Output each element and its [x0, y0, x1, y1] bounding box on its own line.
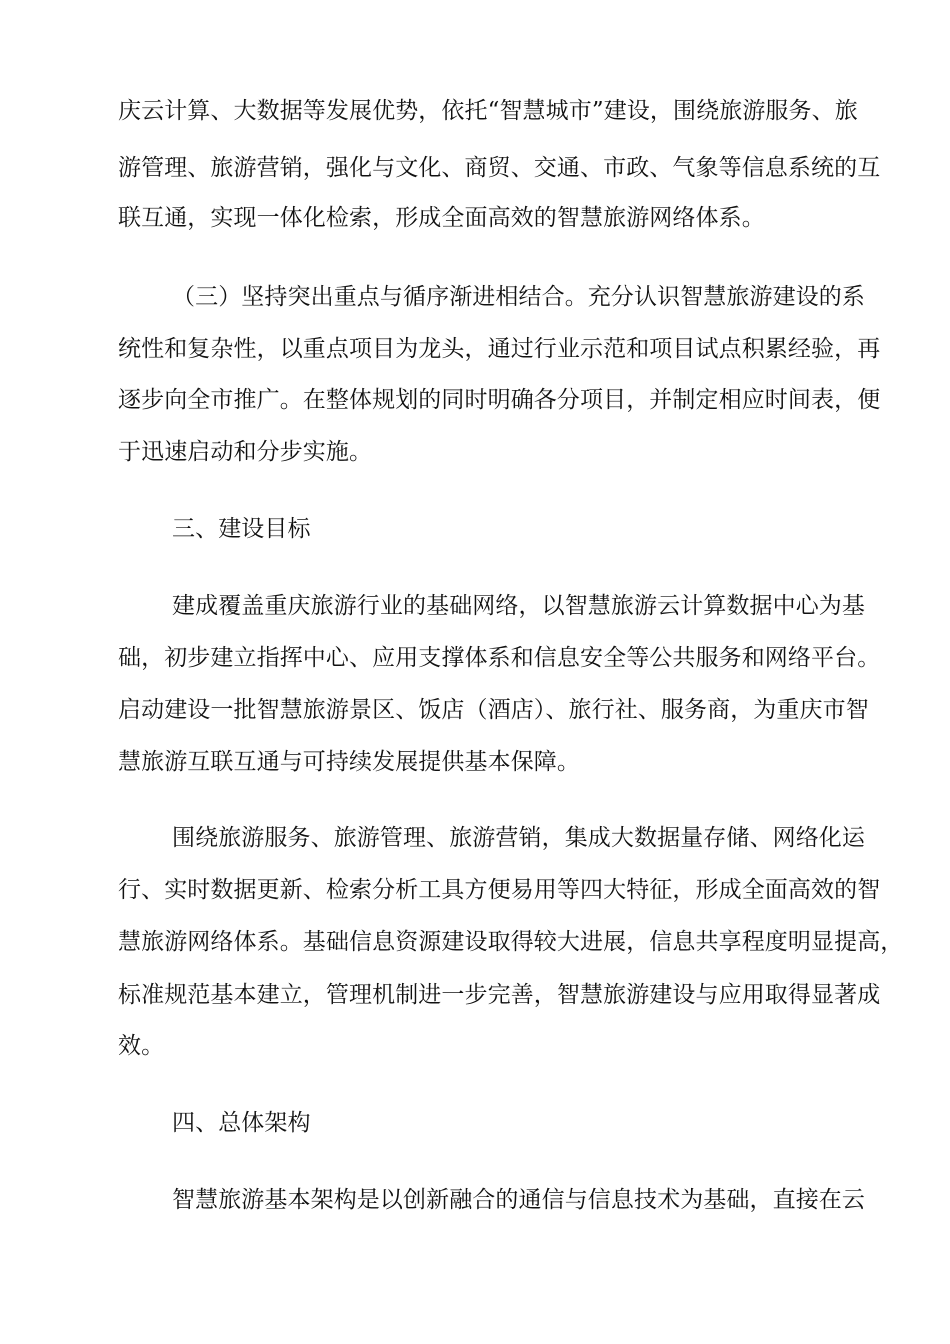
paragraph-line: 逐步向全市推广。在整体规划的同时明确各分项目，并制定相应时间表，便 — [118, 387, 881, 413]
paragraph-line: 围绕旅游服务、旅游管理、旅游营销，集成大数据量存储、网络化运 — [172, 825, 865, 851]
paragraph-line: 础，初步建立指挥中心、应用支撑体系和信息安全等公共服务和网络平台。 — [118, 645, 881, 671]
paragraph-line: 建成覆盖重庆旅游行业的基础网络，以智慧旅游云计算数据中心为基 — [172, 593, 865, 619]
paragraph-line: 启动建设一批智慧旅游景区、饭店（酒店）、旅行社、服务商，为重庆市智 — [118, 697, 869, 723]
paragraph-line: 智慧旅游基本架构是以创新融合的通信与信息技术为基础，直接在云 — [172, 1187, 865, 1213]
paragraph-line: 游管理、旅游营销，强化与文化、商贸、交通、市政、气象等信息系统的互 — [118, 155, 881, 181]
paragraph-line: （三）坚持突出重点与循序渐进相结合。充分认识智慧旅游建设的系 — [172, 284, 865, 310]
paragraph-line: 慧旅游网络体系。基础信息资源建设取得较大进展，信息共享程度明显提高， — [118, 929, 904, 955]
paragraph-line: 标准规范基本建立，管理机制进一步完善，智慧旅游建设与应用取得显著成 — [118, 982, 881, 1008]
paragraph-line: 统性和复杂性，以重点项目为龙头，通过行业示范和项目试点积累经验，再 — [118, 336, 881, 362]
section-heading: 三、建设目标 — [172, 516, 311, 542]
section-heading: 四、总体架构 — [172, 1110, 311, 1136]
paragraph-line: 于迅速启动和分步实施。 — [118, 439, 373, 465]
paragraph-line: 庆云计算、大数据等发展优势，依托“智慧城市”建设，围绕旅游服务、旅 — [118, 98, 858, 124]
paragraph-line: 慧旅游互联互通与可持续发展提供基本保障。 — [118, 749, 580, 775]
paragraph-line: 行、实时数据更新、检索分析工具方便易用等四大特征，形成全面高效的智 — [118, 877, 881, 903]
paragraph-line: 联互通，实现一体化检索，形成全面高效的智慧旅游网络体系。 — [118, 205, 765, 231]
paragraph-line: 效。 — [118, 1033, 165, 1059]
